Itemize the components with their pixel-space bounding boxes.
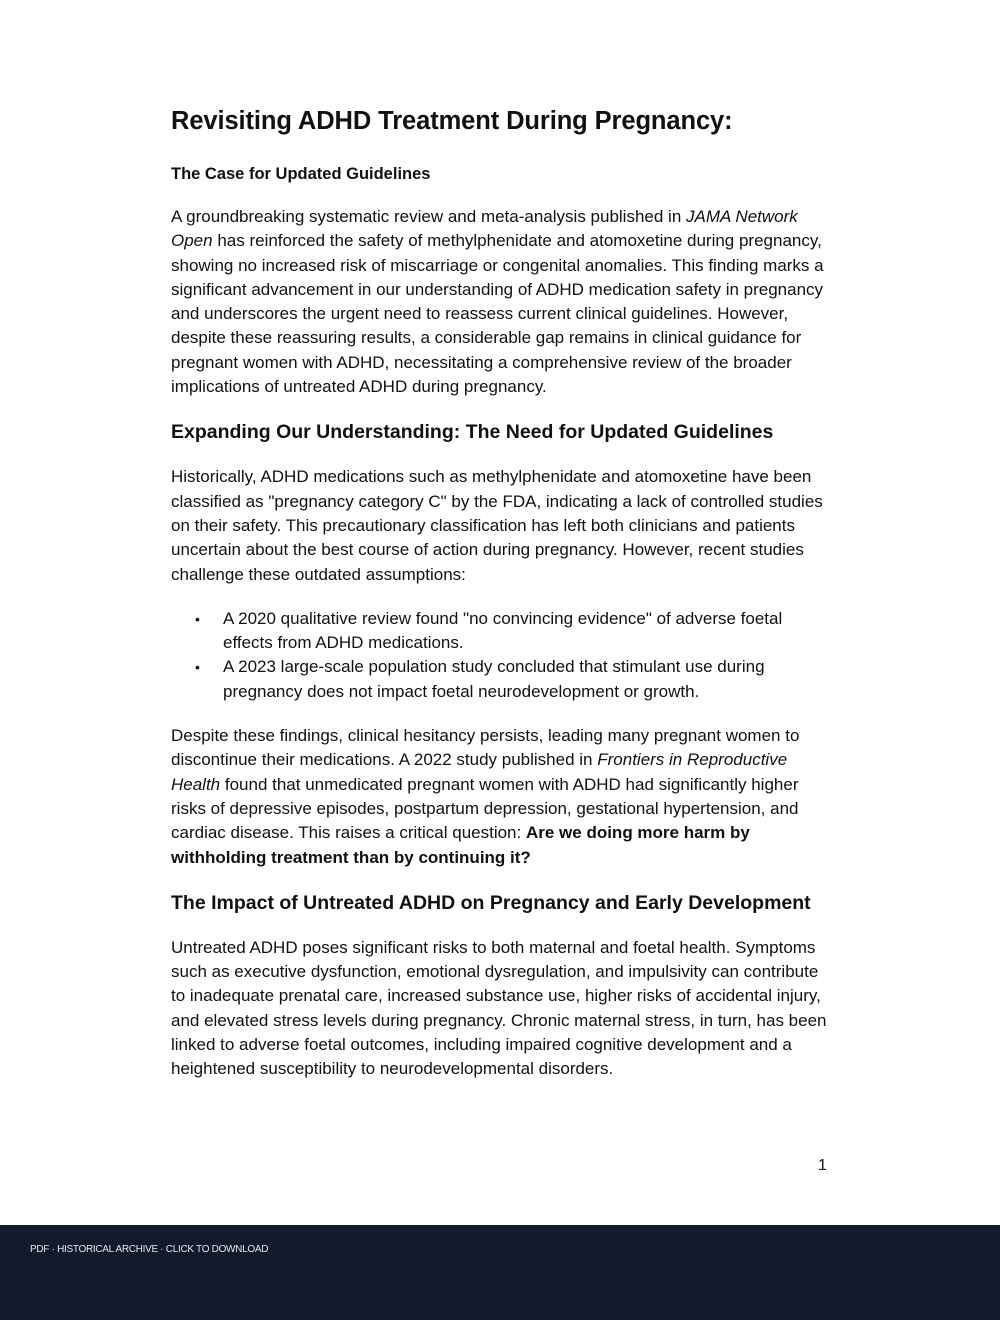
list-item-text: A 2020 qualitative review found "no convincing evidence" of adverse foetal effects from ADHD medications.: [223, 608, 783, 653]
hesitancy-text-middle: found that unmedicated pregnant women with ADHD had significantly higher risks of depressive episodes, postpartum depression, gestational hypertension, and cardiac disease. This raises a critical question:: [171, 774, 799, 843]
document-title: Revisiting ADHD Treatment During Pregnancy:: [171, 107, 733, 135]
intro-paragraph: [171, 205, 836, 399]
intro-text-start: A groundbreaking systematic review and meta-analysis published in: [171, 207, 686, 226]
section-heading-impact: The Impact of Untreated ADHD on Pregnancy and Early Development: [171, 891, 811, 914]
document-subtitle: The Case for Updated Guidelines: [171, 165, 431, 183]
bullet-icon: •: [195, 610, 200, 627]
page-number: 1: [818, 1157, 827, 1174]
list-item: [171, 655, 836, 704]
document-content: [171, 104, 836, 1082]
critical-question: Are we doing more harm by withholding treatment than by continuing it?: [171, 823, 750, 867]
hesitancy-text-start: Despite these findings, clinical hesitancy persists, leading many pregnant women to discontinue their medications. A 2022 study published in: [171, 726, 800, 770]
impact-paragraph: Untreated ADHD poses significant risks to both maternal and foetal health. Symptoms such as executive dysfunction, emotional dysregulation, and impulsivity can contribute to inadequate prenatal care, increased substance use, higher risks of accidental injury, and elevated stress levels during pregnancy. Chronic maternal stress, in turn, has been linked to adverse foetal outcomes, including impaired cognitive development and a heightened susceptibility to neurodevelopmental disorders.: [171, 937, 827, 1079]
findings-list: [171, 607, 836, 704]
section-heading-guidelines: Expanding Our Understanding: The Need for Updated Guidelines: [171, 421, 774, 444]
list-item: [171, 607, 836, 656]
list-item-text: A 2023 large-scale population study concluded that stimulant use during pregnancy does not impact foetal neurodevelopment or growth.: [223, 657, 765, 701]
download-footer-bar: [0, 1225, 1000, 1320]
history-paragraph: Historically, ADHD medications such as methylphenidate and atomoxetine have been classified as "pregnancy category C" by the FDA, indicating a lack of controlled studies on their safety. This precautionary classification has left both clinicians and patients uncertain about the best course of action during pregnancy. However, recent studies challenge these outdated assumptions:: [171, 467, 823, 584]
hesitancy-journal-name: Frontiers in Reproductive Health: [171, 750, 788, 794]
hesitancy-paragraph: [171, 724, 836, 870]
intro-text-end: has reinforced the safety of methylphenidate and atomoxetine during pregnancy, showing no increased risk of miscarriage or congenital anomalies. This finding marks a significant advancement in our understanding of ADHD medication safety in pregnancy and underscores the urgent need to reassess current clinical guidelines. However, despite these reassuring results, a considerable gap remains in clinical guidance for pregnant women with ADHD, necessitating a comprehensive review of the broader implications of untreated ADHD during pregnancy.: [171, 231, 824, 397]
intro-journal-name: JAMA Network Open: [171, 207, 798, 251]
download-pdf-link[interactable]: PDF · HISTORICAL ARCHIVE · CLICK TO DOWNLOAD: [30, 1244, 269, 1255]
bullet-icon: •: [195, 659, 200, 676]
